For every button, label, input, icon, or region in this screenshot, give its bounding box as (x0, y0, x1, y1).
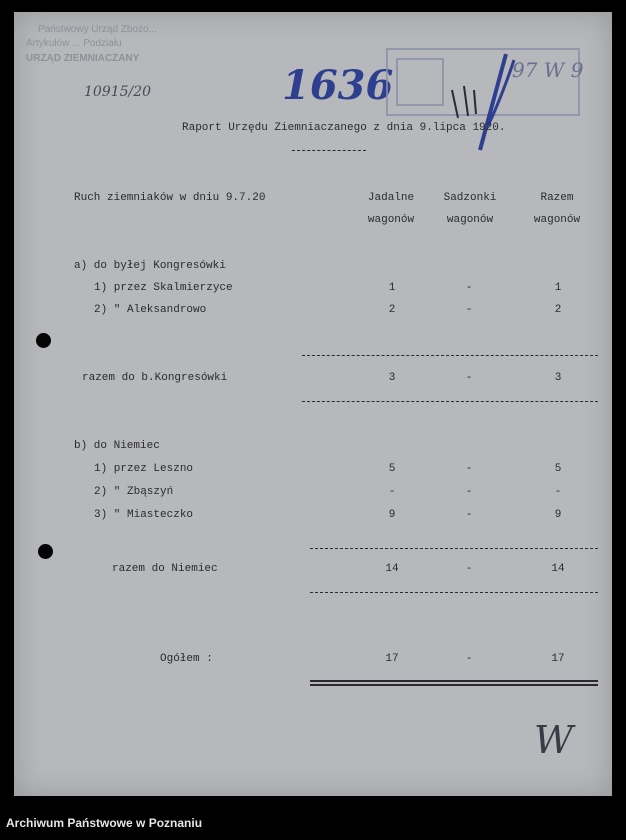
handwritten-big-number: 1636 (282, 62, 394, 109)
table-cell-jadalne: 9 (388, 509, 396, 521)
punch-hole-bottom (38, 544, 53, 559)
table-cell-jadalne: 5 (388, 463, 396, 475)
grand-total-label: Ogółem : (160, 653, 213, 665)
document-page (14, 12, 612, 796)
table-cell-razem: 5 (554, 463, 562, 475)
table-cell-jadalne: - (388, 486, 396, 498)
table-cell-sadzonki: - (465, 486, 473, 498)
handwritten-signature: W (534, 718, 574, 762)
table-cell-sadzonki: - (465, 653, 473, 665)
col2-header-line1: Sadzonki (443, 192, 497, 204)
table-cell-jadalne: 1 (388, 282, 396, 294)
col1-header-line2: wagonów (367, 214, 415, 226)
col3-header-line1: Razem (540, 192, 574, 204)
table-cell-razem: - (554, 486, 562, 498)
table-cell-razem: 3 (554, 372, 562, 384)
section-b-total-label: razem do Niemiec (112, 563, 218, 575)
punch-hole-top (36, 333, 51, 348)
table-row-label: 1) przez Leszno (94, 463, 194, 475)
table-cell-sadzonki: - (465, 282, 473, 294)
archive-footer-text: Archiwum Państwowe w Poznaniu (6, 816, 203, 830)
table-cell-jadalne: 17 (385, 653, 399, 665)
row-header-label: Ruch ziemniaków w dniu 9.7.20 (74, 192, 266, 204)
archive-footer (0, 806, 626, 840)
table-cell-sadzonki: - (465, 463, 473, 475)
col3-header-line2: wagonów (533, 214, 581, 226)
stamp-line-1: Państwowy Urząd Zbożo... (38, 24, 157, 35)
section-a-separator-bottom (302, 401, 598, 402)
table-cell-sadzonki: - (465, 509, 473, 521)
stamp-line-2: Artykułów ... Podziału (26, 38, 122, 49)
handwritten-ref-number: 10915/20 (84, 84, 152, 100)
table-cell-sadzonki: - (465, 304, 473, 316)
section-b-separator-top (310, 548, 598, 549)
table-cell-razem: 17 (551, 653, 565, 665)
table-cell-sadzonki: - (465, 372, 473, 384)
col2-header-line2: wagonów (446, 214, 494, 226)
handwritten-strokes (444, 46, 524, 156)
grand-total-double-rule (310, 680, 598, 686)
table-row-label: 2) " Zbąszyń (94, 486, 174, 498)
table-row-label: 3) " Miasteczko (94, 509, 194, 521)
stamp-box (396, 58, 444, 106)
section-a-separator-top (302, 355, 598, 356)
stamp-line-3: URZĄD ZIEMNIACZANY (26, 53, 140, 64)
table-row-label: 1) przez Skalmierzyce (94, 282, 233, 294)
section-b-separator-bottom (310, 592, 598, 593)
col1-header-line1: Jadalne (367, 192, 415, 204)
table-cell-razem: 9 (554, 509, 562, 521)
table-cell-jadalne: 14 (385, 563, 399, 575)
title-underline (292, 150, 366, 151)
section-a-total-label: razem do b.Kongresówki (82, 372, 228, 384)
table-cell-jadalne: 2 (388, 304, 396, 316)
report-title: Raport Urzędu Ziemniaczanego z dnia 9.lipca 1920. (182, 122, 506, 134)
section-a-title: a) do byłej Kongresówki (74, 260, 226, 272)
table-cell-razem: 1 (554, 282, 562, 294)
table-cell-sadzonki: - (465, 563, 473, 575)
table-row-label: 2) " Aleksandrowo (94, 304, 207, 316)
handwritten-corner-note: 97 W 9 (512, 58, 584, 82)
table-cell-razem: 2 (554, 304, 562, 316)
table-cell-razem: 14 (551, 563, 565, 575)
section-b-title: b) do Niemiec (74, 440, 160, 452)
table-cell-jadalne: 3 (388, 372, 396, 384)
